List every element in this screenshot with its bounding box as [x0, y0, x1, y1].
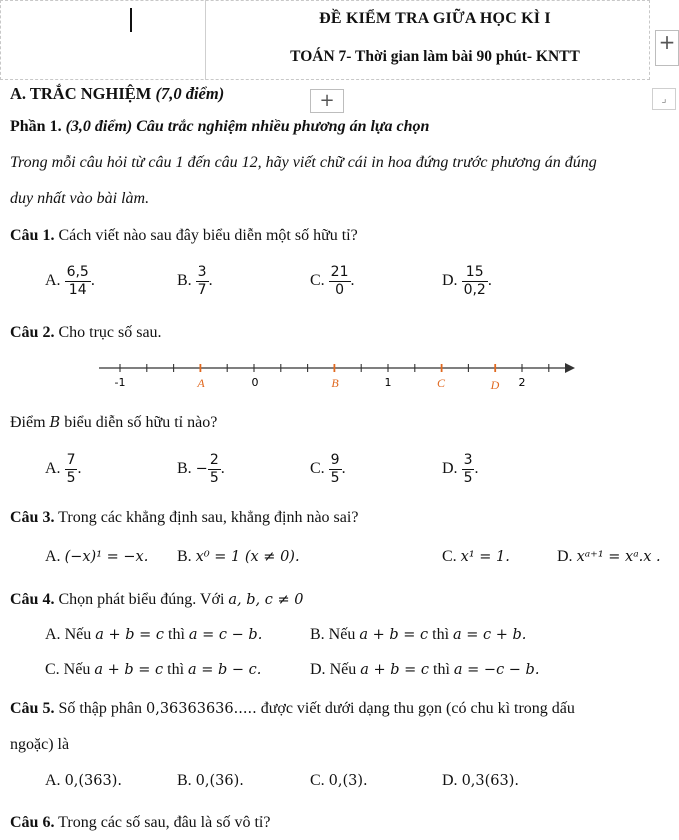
point-label-b: B [331, 376, 339, 390]
q1-option-b[interactable]: B. $\frac{3}{7}$ . [177, 264, 213, 298]
question-6: Câu 6. Trong các số sau, đâu là số vô tỉ? [10, 814, 271, 831]
q5-option-b[interactable]: B. 0,(36). [177, 772, 244, 789]
tick-label-0: 0 [251, 376, 259, 389]
q5-option-c[interactable]: C. 0,(3). [310, 772, 368, 789]
question-2-prompt: Điểm B biểu diễn số hữu tỉ nào? [10, 414, 218, 431]
number-line [95, 356, 585, 400]
exam-subtitle: TOÁN 7- Thời gian làm bài 90 phút- KNTT [290, 48, 580, 65]
question-5-line2: ngoặc) là [10, 736, 70, 753]
q4-option-c[interactable]: C. Nếu a + b = c thì a = b − c. [45, 661, 262, 678]
point-label-c: C [436, 376, 446, 390]
q2-option-b[interactable]: B. − $\frac{2}{5}$ . [177, 452, 225, 486]
plus-icon: + [658, 30, 676, 54]
q5-option-a[interactable]: A. 0,(363). [45, 772, 122, 789]
fraction: $\frac{3}{7}$ [197, 264, 207, 298]
tick-label-minus1: -1 [114, 376, 126, 389]
q3-option-a[interactable]: A. (−x)¹ = −x. [45, 548, 149, 565]
exam-title: ĐỀ KIỂM TRA GIỮA HỌC KÌ I [319, 10, 551, 27]
fraction: $\frac{15}{0,2}$ [463, 264, 486, 298]
instruction-line-1: Trong mỗi câu hỏi từ câu 1 đến câu 12, hãy viết chữ cái in hoa đứng trước phương án đúng [10, 154, 597, 171]
q4-option-b[interactable]: B. Nếu a + b = c thì a = c + b. [310, 626, 527, 643]
add-column-button[interactable] [655, 30, 679, 66]
arrow-icon [565, 363, 575, 373]
section-a-title: A. TRẮC NGHIỆM (7,0 điểm) [10, 84, 225, 103]
instruction-line-2: duy nhất vào bài làm. [10, 190, 150, 207]
resize-handle[interactable] [652, 88, 676, 110]
q3-option-b[interactable]: B. x⁰ = 1 (x ≠ 0). [177, 548, 300, 565]
fraction: $\frac{21}{0}$ [330, 264, 349, 298]
fraction: $\frac{9}{5}$ [330, 452, 340, 486]
question-1: Câu 1. Cách viết nào sau đây biểu diễn một số hữu tỉ? [10, 227, 358, 244]
q1-option-d[interactable]: D. $\frac{15}{0,2}$ . [442, 264, 492, 298]
part1-heading: Phần 1. (3,0 điểm) Câu trắc nghiệm nhiều phương án lựa chọn [10, 118, 430, 135]
question-5: Câu 5. Số thập phân 0,36363636..... được viết dưới dạng thu gọn (có chu kì trong dấu [10, 700, 575, 717]
tick-label-1: 1 [384, 376, 392, 389]
question-2: Câu 2. Cho trục số sau. [10, 324, 162, 341]
fraction: $\frac{2}{5}$ [209, 452, 219, 486]
corner-icon: ⌟ [661, 92, 667, 105]
q1-option-c[interactable]: C. $\frac{21}{0}$ . [310, 264, 355, 298]
plus-icon: + [319, 90, 335, 111]
q3-option-c[interactable]: C. x¹ = 1. [442, 548, 510, 565]
q2-option-d[interactable]: D. $\frac{3}{5}$ . [442, 452, 479, 486]
fraction: $\frac{7}{5}$ [66, 452, 76, 486]
text-cursor [130, 8, 132, 32]
point-label-d: D [490, 378, 500, 392]
q1-option-a[interactable]: A. $\frac{6,5}{14}$ . [45, 264, 95, 298]
point-label-a: A [197, 376, 205, 390]
q5-option-d[interactable]: D. 0,3(63). [442, 772, 519, 789]
q4-option-d[interactable]: D. Nếu a + b = c thì a = −c − b. [310, 661, 540, 678]
header-divider [205, 0, 206, 80]
fraction: $\frac{6,5}{14}$ [66, 264, 89, 298]
tick-label-2: 2 [518, 376, 526, 389]
question-3: Câu 3. Trong các khẳng định sau, khẳng định nào sai? [10, 509, 359, 526]
q4-option-a[interactable]: A. Nếu a + b = c thì a = c − b. [45, 626, 263, 643]
question-4: Câu 4. Chọn phát biểu đúng. Với a, b, c ≠ 0 [10, 591, 304, 608]
q3-option-d[interactable]: D. xᵃ⁺¹ = xᵃ.x . [557, 548, 661, 565]
add-row-button[interactable] [310, 89, 344, 113]
q2-option-a[interactable]: A. $\frac{7}{5}$ . [45, 452, 82, 486]
fraction: $\frac{3}{5}$ [463, 452, 473, 486]
q2-option-c[interactable]: C. $\frac{9}{5}$ . [310, 452, 346, 486]
